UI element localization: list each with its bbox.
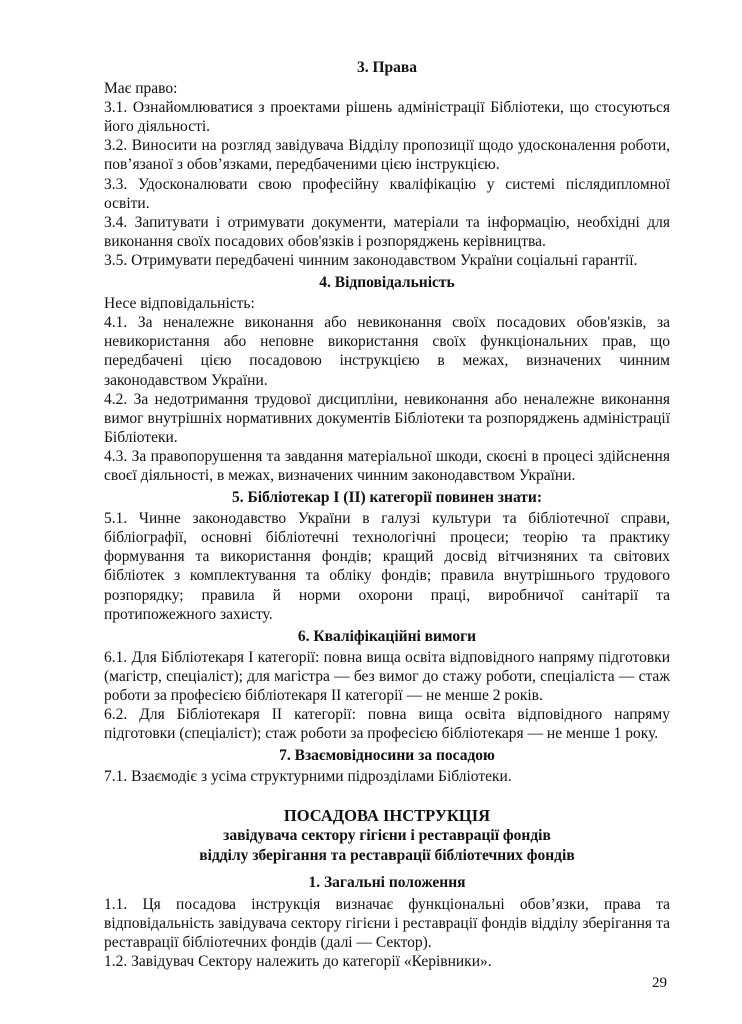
- page-content: [104, 58, 670, 971]
- document-subtitle: завідувача сектору гігієни і реставрації фондів: [223, 827, 551, 845]
- paragraph: 3.2. Виносити на розгляд завідувача Відділу пропозиції щодо удосконалення роботи, пов’язаної з обов’язками, передбаченими цією інструкцією.: [104, 137, 670, 174]
- paragraph: 3.1. Ознайомлюватися з проектами рішень адміністрації Бібліотеки, що стосуються його діяльності.: [104, 99, 670, 136]
- paragraph: 4.3. За правопорушення та завдання матеріальної шкоди, скоєні в процесі здійснення своєї діяльності, в межах, визначених чинним законодавством України.: [104, 447, 670, 484]
- paragraph: 4.2. За недотримання трудової дисципліни, невиконання або неналежне виконання вимог внутрішніх нормативних документів Бібліотеки та розпоряджень адміністрації Бібліотеки.: [104, 390, 670, 446]
- section-5-heading: 5. Бібліотекар І (ІІ) категорії повинен знати:: [231, 489, 543, 507]
- document-title: ПОСАДОВА ІНСТРУКЦІЯ: [283, 806, 491, 826]
- paragraph: 3.4. Запитувати і отримувати документи, матеріали та інформацію, необхідні для виконання своїх посадових обов'язків і розпоряджень керівництва.: [104, 213, 670, 250]
- paragraph: 7.1. Взаємодіє з усіма структурними підрозділами Бібліотеки.: [104, 768, 512, 786]
- paragraph: 3.5. Отримувати передбачені чинним законодавством України соціальні гарантії.: [104, 251, 638, 269]
- paragraph: Несе відповідальність:: [104, 295, 255, 313]
- section-4-heading: 4. Відповідальність: [319, 274, 455, 292]
- paragraph: 5.1. Чинне законодавство України в галузі культури та бібліотечної справи, бібліографії, основні бібліотечні технологічні процеси; теорію та практику формування та використання фондів; кращий досвід вітчизняних та світових бібліотек з комплектування та обліку фондів; правила внутрішнього трудового розпорядку; правила й норми охорони праці, виробничої санітарії та протипожежного захисту.: [104, 510, 670, 623]
- page-number: 29: [652, 975, 667, 991]
- paragraph: 4.1. За неналежне виконання або невиконання своїх посадових обов'язків, за невикористання або неповне використання своїх функціональних прав, що передбачені цією посадовою інструкцією в межах, визначених чинним законодавством України.: [104, 314, 670, 389]
- paragraph: Має право:: [104, 80, 178, 98]
- document-subtitle: відділу зберігання та реставрації бібліотечних фондів: [199, 846, 575, 864]
- section-1-heading: 1. Загальні положення: [308, 874, 466, 892]
- paragraph: 1.1. Ця посадова інструкція визначає функціональні обов’язки, права та відповідальність завідувача сектору гігієни і реставрації фондів відділу зберігання та реставрації бібліотечних фондів (далі — Сектор).: [104, 895, 670, 951]
- paragraph: 6.1. Для Бібліотекаря І категорії: повна вища освіта відповідного напряму підготовки (магістр, спеціаліст); для магістра — без вимог до стажу роботи, спеціаліста — стаж роботи за професією бібліотекаря ІІ категорії — не менше 2 років.: [104, 648, 670, 704]
- paragraph: 1.2. Завідувач Сектору належить до категорії «Керівники».: [104, 952, 492, 970]
- section-7-heading: 7. Взаємовідносини за посадою: [279, 747, 495, 765]
- paragraph: 3.3. Удосконалювати свою професійну кваліфікацію у системі післядипломної освіти.: [104, 175, 670, 212]
- paragraph: 6.2. Для Бібліотекаря ІІ категорії: повна вища освіта відповідного напряму підготовки (спеціаліст); стаж роботи за професією бібліотекаря — не менше 1 року.: [104, 706, 670, 743]
- section-3-heading: 3. Права: [356, 59, 418, 76]
- section-6-heading: 6. Кваліфікаційні вимоги: [297, 627, 477, 645]
